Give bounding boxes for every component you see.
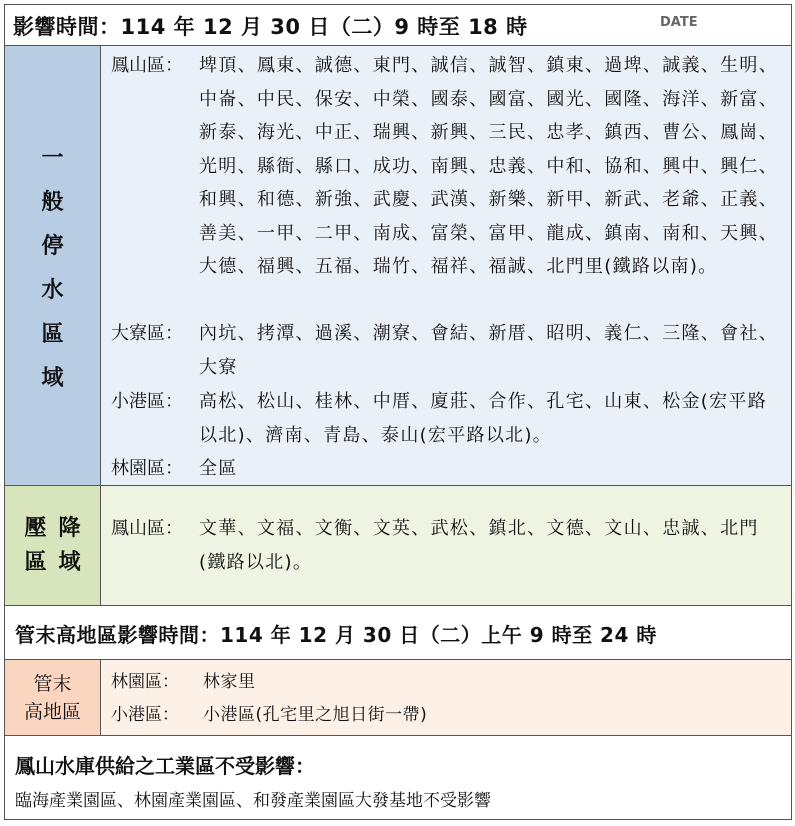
general-label-char: 區 — [41, 322, 64, 347]
highland-time-title: 管末高地區影響時間：114 年 12 月 30 日（二）上午 9 時至 24 時 — [15, 623, 657, 647]
pressure-label-line: 壓降 — [24, 515, 93, 541]
district-list: 內坑、拷潭、過溪、潮寮、會結、新厝、昭明、義仁、三隆、會社、大寮 — [199, 323, 778, 378]
district-list: 小港區(孔宅里之旭日街一帶) — [203, 705, 428, 725]
date-label: DATE — [660, 15, 698, 30]
district-name: 鳳山區： — [111, 55, 183, 76]
general-label-char: 域 — [41, 366, 64, 391]
highland-time-header — [4, 606, 792, 660]
general-label-char: 一 — [41, 146, 64, 171]
impact-time-header — [4, 4, 792, 46]
district-name: 大寮區： — [111, 323, 183, 344]
industrial-desc: 臨海產業園區、林園產業園區、和發產業園區大發基地不受影響 — [15, 791, 491, 811]
impact-time-title: 影響時間：114 年 12 月 30 日（二）9 時至 18 時 — [13, 15, 528, 39]
highland-label — [5, 660, 101, 735]
general-outage-label — [5, 46, 101, 485]
district-name: 小港區： — [111, 391, 183, 412]
district-list: 文華、文福、文衡、文英、武松、鎮北、文德、文山、忠誠、北門(鐵路以北)。 — [199, 518, 759, 573]
district-name: 林園區： — [111, 458, 183, 479]
general-outage-section — [4, 46, 792, 486]
highland-section — [4, 660, 792, 736]
district-name: 小港區： — [111, 705, 179, 725]
general-label-char: 水 — [41, 278, 64, 303]
industrial-title: 鳳山水庫供給之工業區不受影響： — [15, 754, 315, 778]
highland-content — [101, 660, 791, 735]
pressure-drop-label — [5, 486, 101, 605]
general-label-char: 停 — [41, 234, 64, 259]
district-list: 高松、松山、桂林、中厝、廈莊、合作、孔宅、山東、松金(宏平路以北)、濟南、青島、泰山(宏平路以北)。 — [199, 391, 768, 446]
pressure-drop-content — [101, 486, 791, 605]
pressure-label-line: 區域 — [24, 549, 93, 575]
district-list: 林家里 — [203, 672, 256, 692]
district-name: 鳳山區： — [111, 518, 183, 539]
district-name: 林園區： — [111, 672, 179, 692]
pressure-drop-section — [4, 486, 792, 606]
highland-label-line: 管末 — [33, 672, 72, 695]
highland-label-line: 高地區 — [23, 700, 81, 723]
district-list: 全區 — [199, 458, 238, 479]
general-outage-content — [101, 46, 791, 485]
district-list: 埤頂、鳳東、誠德、東門、誠信、誠智、鎮東、過埤、誠義、生明、中崙、中民、保安、中榮、國泰、國富、國光、國隆、海洋、新富、新泰、海光、中正、瑞興、新興、三民、忠孝、鎮西、曹公、鳳崗、光明、縣衙、縣口、成功、南興、忠義、中和、協和、興中、興仁、和興、和德、新強、武慶、武漢、新樂、新甲、新武、老爺、正義、善美、一甲、二甲、南成、富榮、富甲、龍成、鎮南、南和、天興、大德、福興、五福、瑞竹、福祥、福誠、北門里(鐵路以南)。 — [199, 55, 778, 277]
general-label-char: 般 — [41, 190, 64, 215]
industrial-section — [4, 736, 792, 820]
